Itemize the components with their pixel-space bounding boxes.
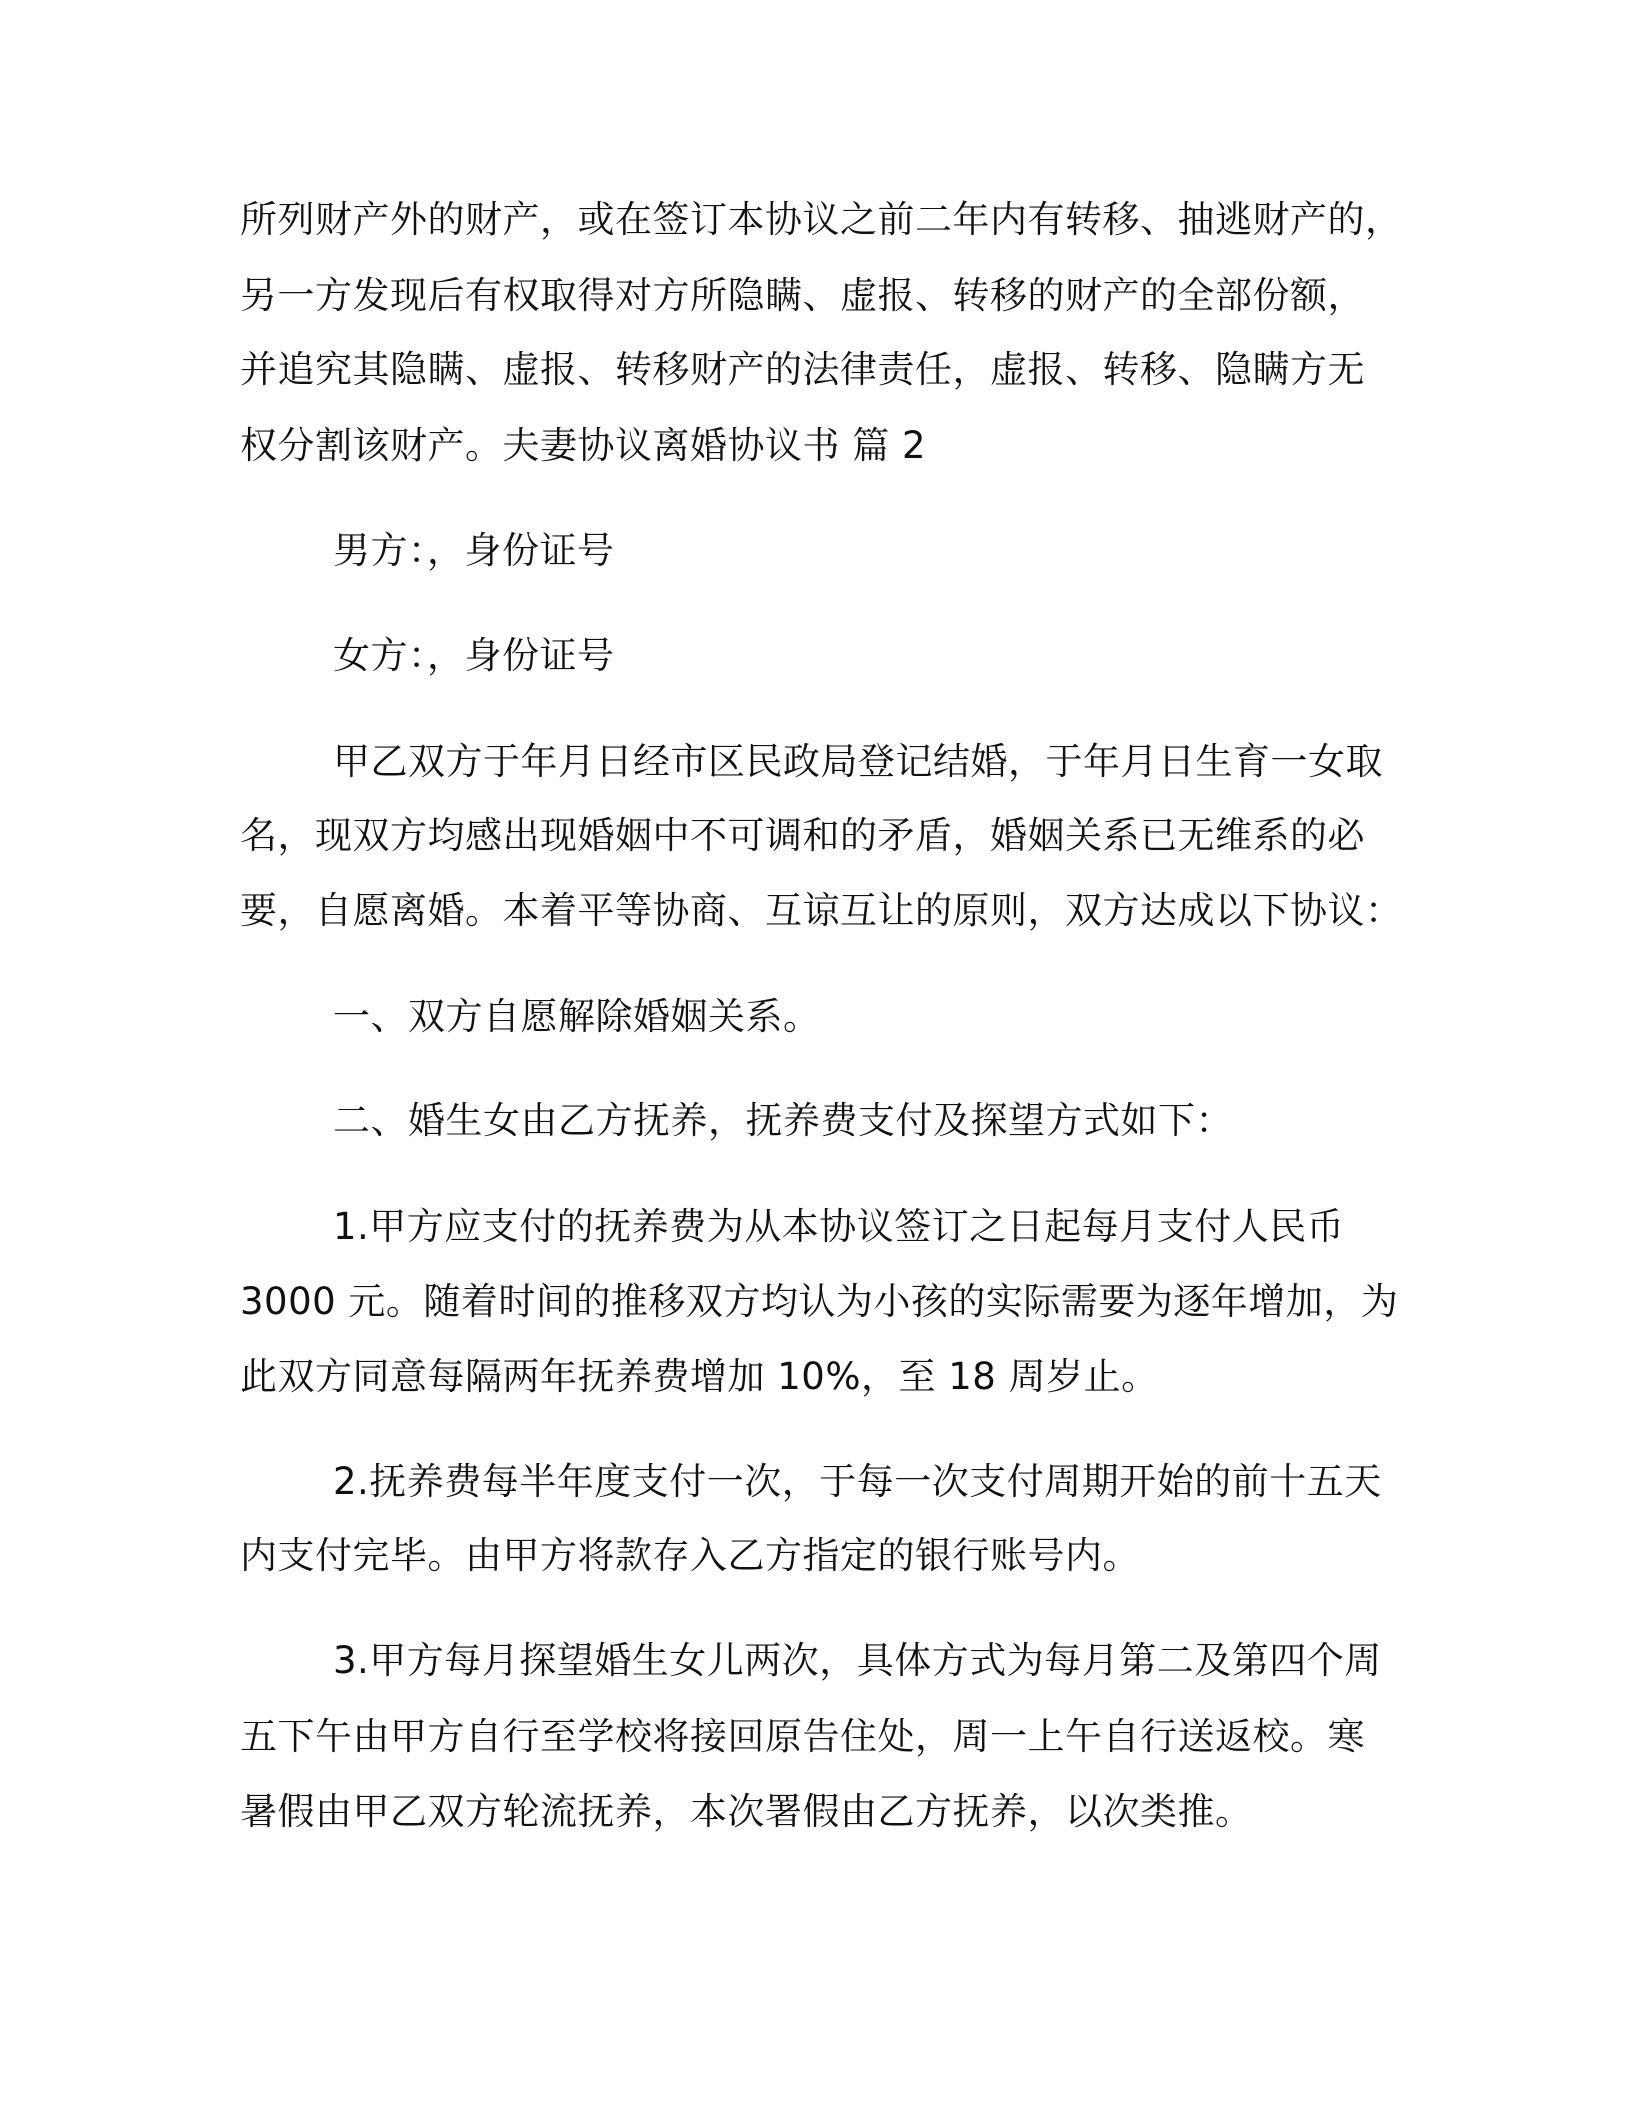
text-line: 并追究其隐瞒、虚报、转移财产的法律责任，虚报、转移、隐瞒方无 (240, 348, 1365, 391)
text-line: 暑假由甲乙双方轮流抚养，本次署假由乙方抚养，以次类推。 (240, 1790, 1253, 1833)
text-line: 3.甲方每月探望婚生女儿两次，具体方式为每月第二及第四个周 (333, 1639, 1382, 1682)
text-line: 要，自愿离婚。本着平等协商、互谅互让的原则，双方达成以下协议： (240, 889, 1403, 932)
text-line: 内支付完毕。由甲方将款存入乙方指定的银行账号内。 (240, 1534, 1140, 1577)
text-line: 3000 元。随着时间的推移双方均认为小孩的实际需要为逐年增加，为 (240, 1280, 1399, 1323)
text-line: 一、双方自愿解除婚姻关系。 (333, 995, 821, 1038)
text-line: 甲乙双方于年月日经市区民政局登记结婚，于年月日生育一女取 (333, 740, 1383, 783)
text-line: 1.甲方应支付的抚养费为从本协议签订之日起每月支付人民币 (333, 1205, 1345, 1248)
text-line: 权分割该财产。夫妻协议离婚协议书 篇 2 (240, 424, 927, 467)
text-line: 2.抚养费每半年度支付一次，于每一次支付周期开始的前十五天 (333, 1460, 1382, 1503)
text-line: 所列财产外的财产，或在签订本协议之前二年内有转移、抽逃财产的， (240, 198, 1403, 241)
text-line: 此双方同意每隔两年抚养费增加 10%，至 18 周岁止。 (240, 1355, 1159, 1398)
text-line: 五下午由甲方自行至学校将接回原告住处，周一上午自行送返校。寒 (240, 1715, 1365, 1758)
text-line: 男方：，身份证号 (333, 529, 615, 572)
text-line: 二、婚生女由乙方抚养，抚养费支付及探望方式如下： (333, 1099, 1233, 1142)
text-line: 女方：，身份证号 (333, 634, 615, 677)
text-line: 名，现双方均感出现婚姻中不可调和的矛盾，婚姻关系已无维系的必 (240, 814, 1365, 857)
text-line: 另一方发现后有权取得对方所隐瞒、虚报、转移的财产的全部份额， (240, 274, 1365, 317)
